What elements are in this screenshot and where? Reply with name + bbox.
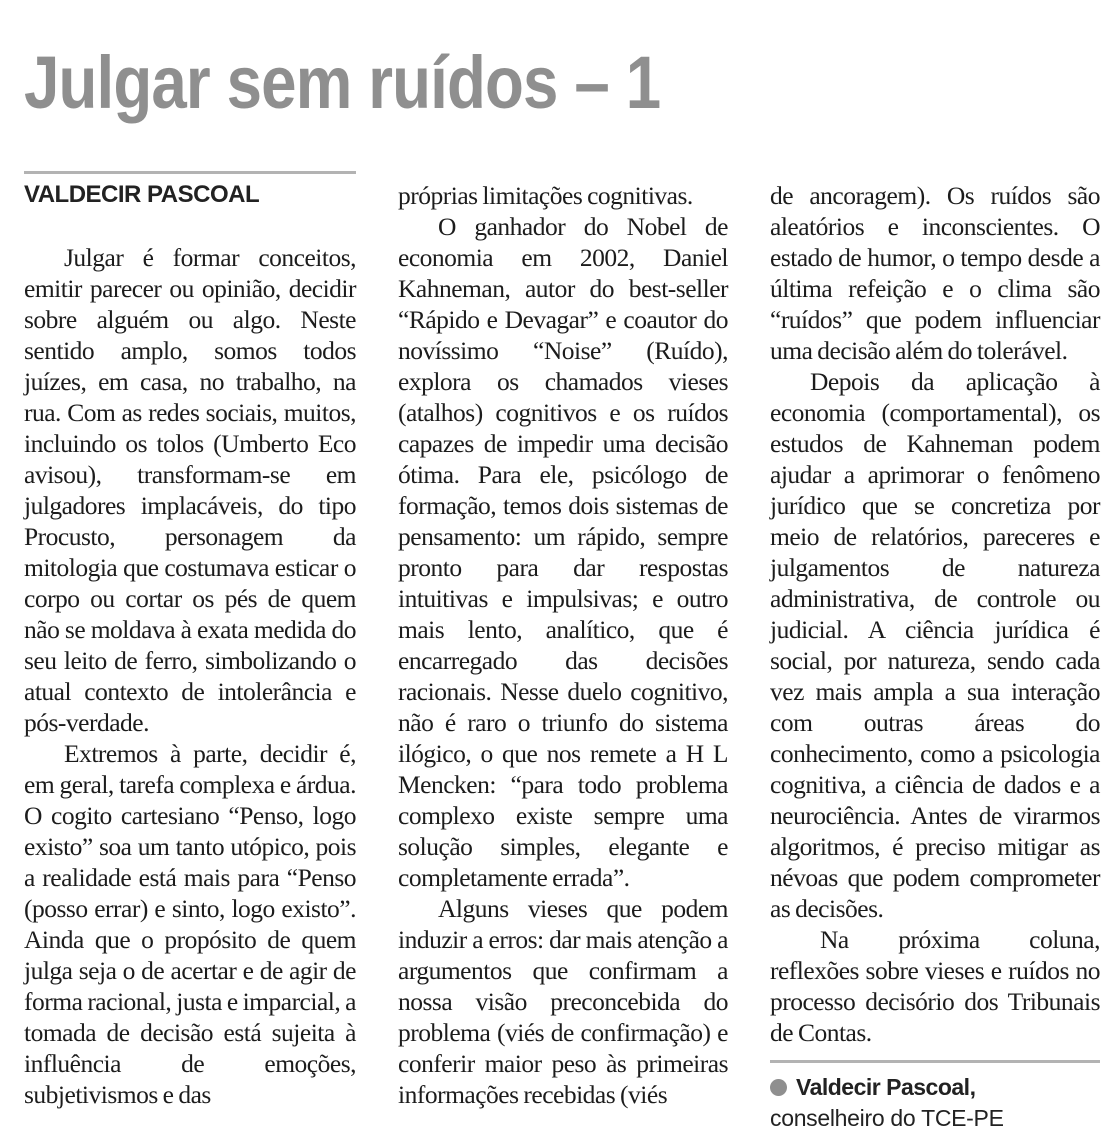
byline: VALDECIR PASCOAL (24, 181, 260, 208)
bullet-dot-icon (770, 1079, 787, 1096)
article-title: Julgar sem ruídos – 1 (24, 41, 661, 124)
column-1 (24, 171, 356, 1110)
signature-name-row (770, 1071, 1100, 1103)
author-role: conselheiro do TCE-PE (770, 1105, 1004, 1131)
paragraph: Julgar é formar conceitos, emitir parecer ou opinião, decidir sobre alguém ou algo. Neste sentido amplo, somos todos juízes, em casa, no trabalho, na rua. Com as redes sociais, muitos, incluindo os tolos (Umberto Eco avisou), transformam-se em julgadores implacáveis, do tipo Procusto, personagem da mitologia que costumava esticar o corpo ou cortar os pés de quem não se moldava à exata medida do seu leito de ferro, simbolizando o atual contexto de intolerância e pós-verdade. (24, 243, 356, 737)
byline-rule (24, 171, 356, 174)
column-2 (398, 171, 728, 1110)
paragraph: de ancoragem). Os ruídos são aleatórios e inconscientes. O estado de humor, o tempo desde a última refeição e o clima são “ruídos” que podem influenciar uma decisão além do tolerável. (770, 181, 1100, 365)
author-name: Valdecir Pascoal, (796, 1074, 976, 1100)
paragraph: O ganhador do Nobel de economia em 2002, Daniel Kahneman, autor do best-seller “Rápido e Devagar” e coautor do novíssimo “Noise” (Ruído), explora os chamados vieses (atalhos) cognitivos e os ruídos capazes de impedir uma decisão ótima. Para ele, psicólogo de formação, temos dois sistemas de pensamento: um rápido, sempre pronto para dar respostas intuitivas e impulsivas; e outro mais lento, analítico, que é encarregado das decisões racionais. Nesse duelo cognitivo, não é raro o triunfo do sistema ilógico, o que nos remete a H L Mencken: “para todo problema complexo existe sempre uma solução simples, elegante e completamente errada”. (398, 212, 728, 892)
paragraph: Alguns vieses que podem induzir a erros: dar mais atenção a argumentos que confirmam a nossa visão preconcebida do problema (viés de confirmação) e conferir maior peso às primeiras informações recebidas (viés (398, 894, 728, 1109)
signature (770, 1060, 1100, 1133)
paragraph: Depois da aplicação à economia (comportamental), os estudos de Kahneman podem ajudar a aprimorar o fenômeno jurídico que se concretiza por meio de relatórios, pareceres e julgamentos de natureza administrativa, de controle ou judicial. A ciência jurídica é social, por natureza, sendo cada vez mais ampla a sua interação com outras áreas do conhecimento, como a psicologia cognitiva, a ciência de dados e a neurociência. Antes de virarmos algoritmos, é preciso mitigar as névoas que podem comprometer as decisões. (770, 367, 1100, 923)
paragraph: Extremos à parte, decidir é, em geral, tarefa complexa e árdua. O cogito cartesiano “Penso, logo existo” soa um tanto utópico, pois a realidade está mais para “Penso (posso errar) e sinto, logo existo”. Ainda que o propósito de quem julga seja o de acertar e de agir de forma racional, justa e imparcial, a tomada de decisão está sujeita à influência de emoções, subjetivismos e das (24, 739, 356, 1109)
column-3 (770, 171, 1100, 1133)
paragraph: próprias limitações cognitivas. (398, 181, 693, 210)
paragraph: Na próxima coluna, reflexões sobre vieses e ruídos no processo decisório dos Tribunais de Contas. (770, 925, 1100, 1047)
signature-rule (770, 1060, 1100, 1063)
